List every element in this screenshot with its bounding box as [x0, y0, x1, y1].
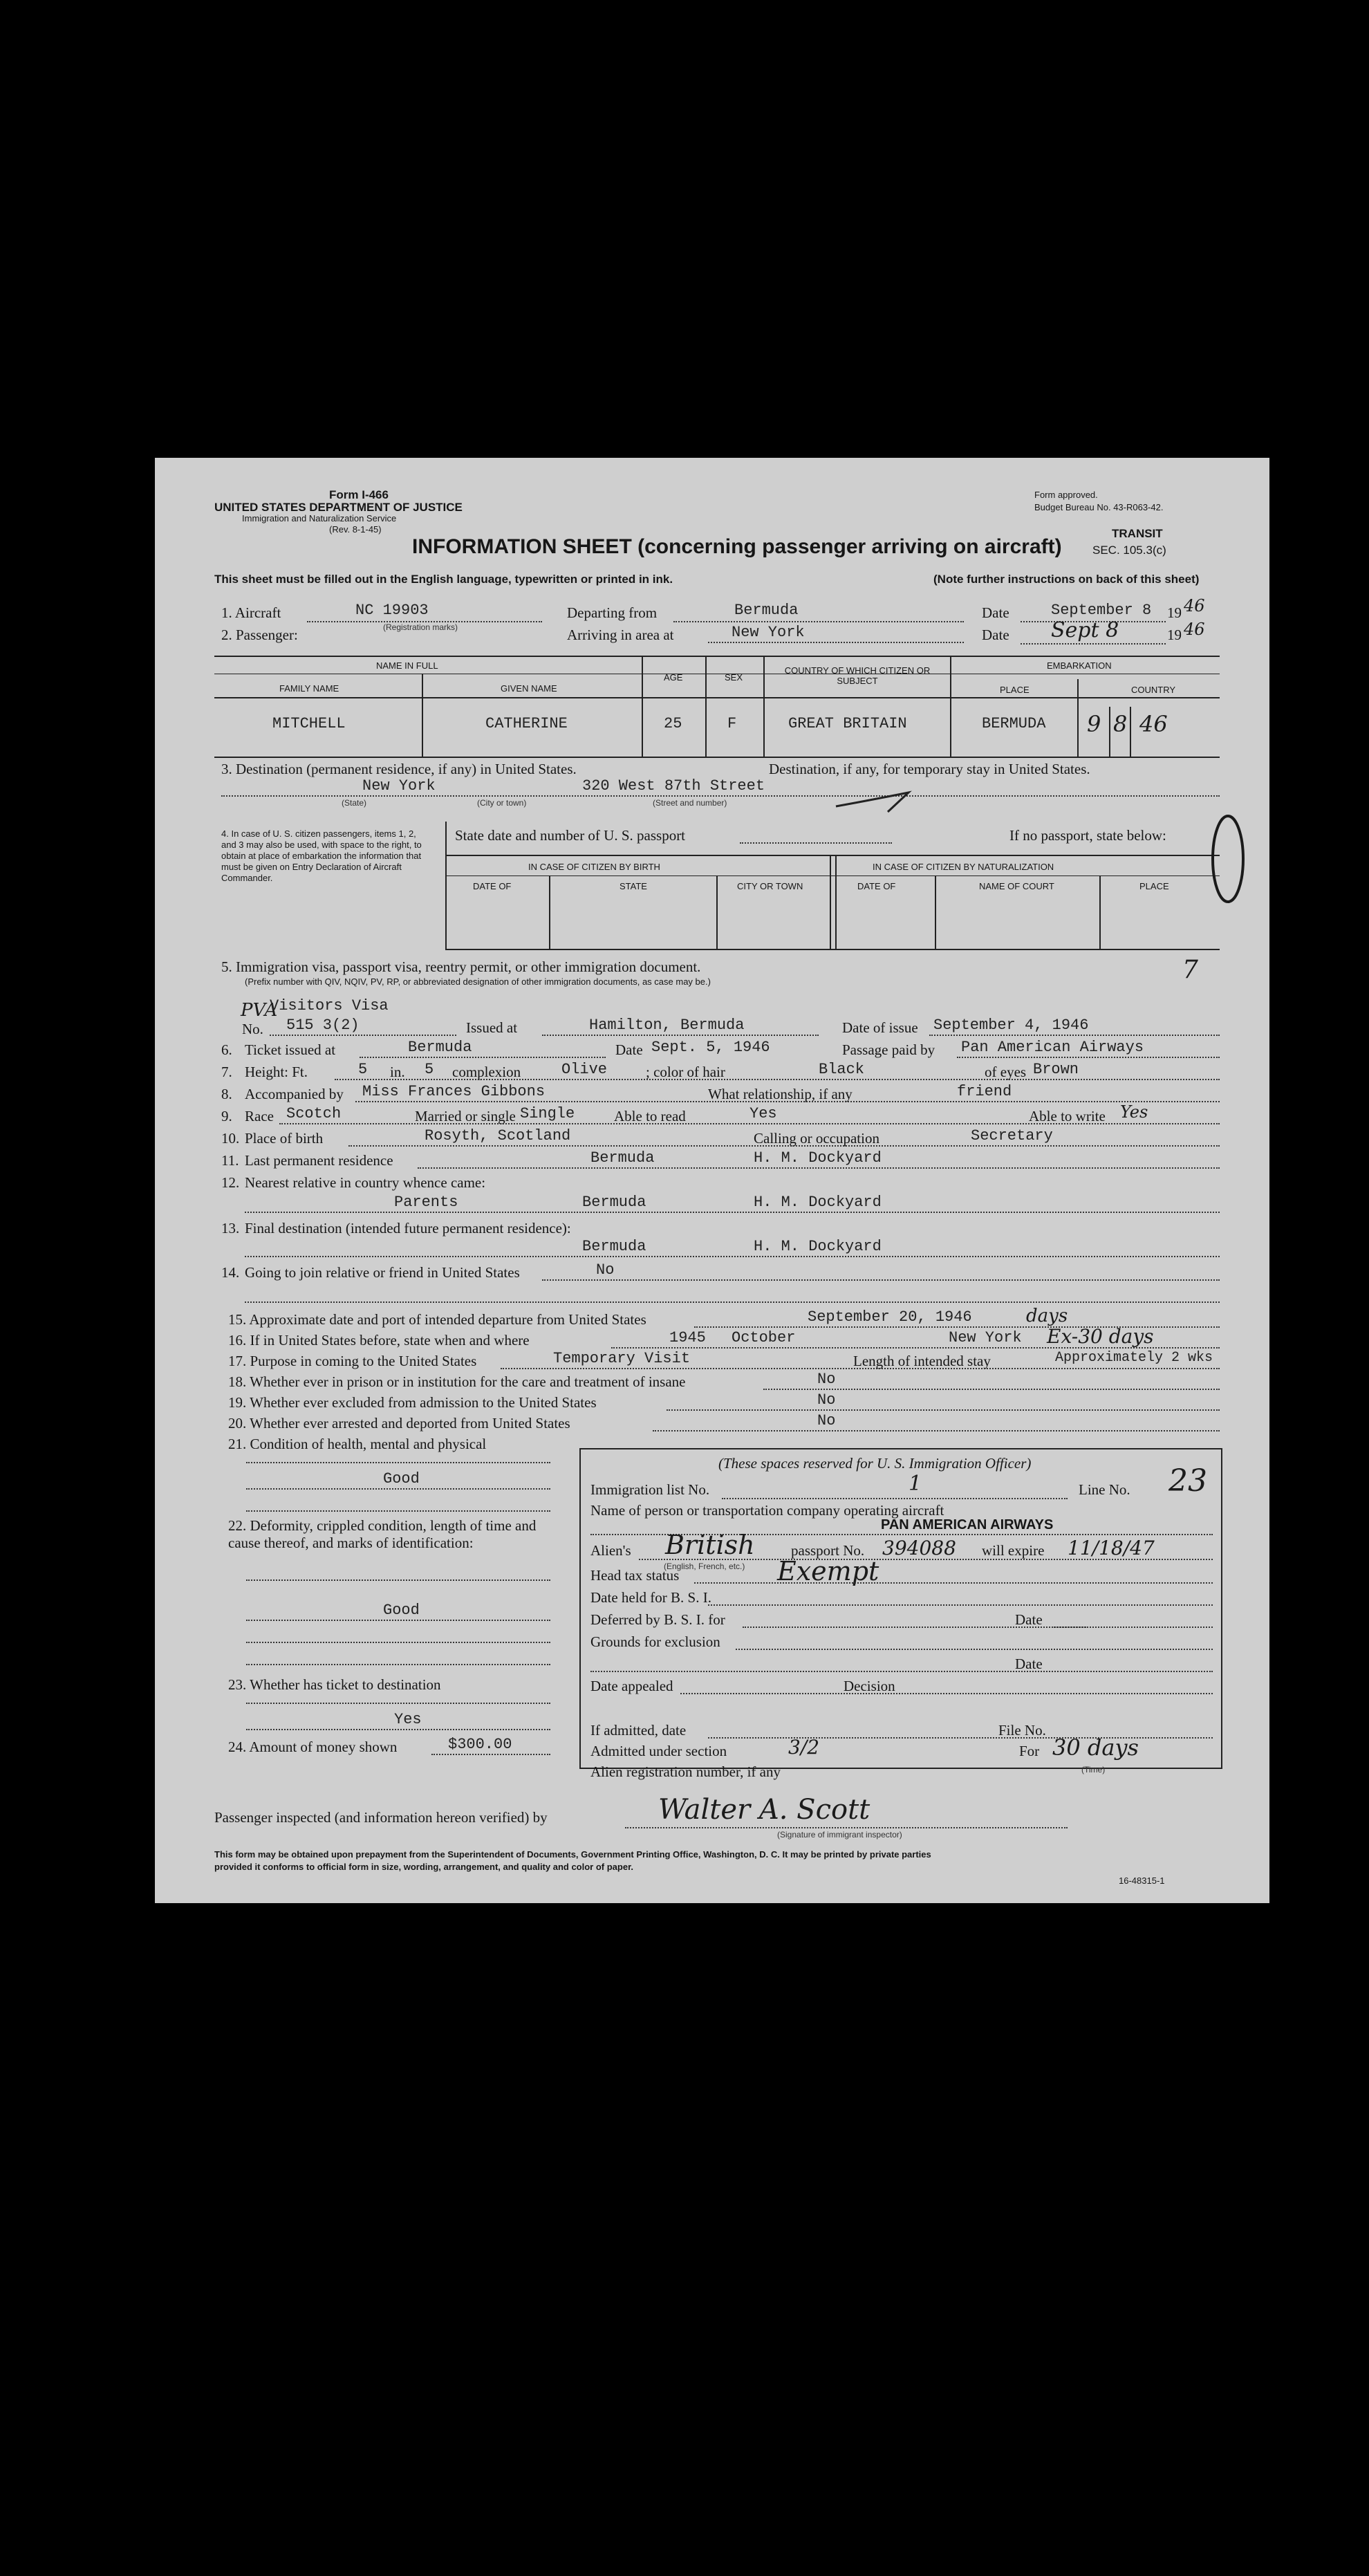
aliens-value: British [665, 1530, 755, 1560]
embarkation-place-cell: BERMUDA [982, 715, 1046, 732]
embarkation-month: 8 [1113, 711, 1128, 737]
issued-at-label: Issued at [466, 1019, 518, 1036]
admitted-section-value: 3/2 [788, 1736, 820, 1759]
citizen-by-naturalization-header: IN CASE OF CITIZEN BY NATURALIZATION [873, 862, 1054, 872]
excluded-value: No [817, 1391, 836, 1409]
ink-mark-icon [832, 787, 915, 815]
immigration-document-label: 5. Immigration visa, passport visa, reentry permit, or other immigration document. [221, 958, 701, 975]
immigration-list-value: 1 [909, 1472, 922, 1496]
previous-visit-hand: Ex-30 days [1047, 1325, 1154, 1348]
ink-zero-mark-icon [1203, 808, 1258, 911]
relationship-label: What relationship, if any [708, 1086, 853, 1102]
height-inches: 5 [425, 1061, 434, 1078]
issue-date-label: Date of issue [842, 1019, 918, 1036]
passage-paid-value: Pan American Airways [961, 1039, 1144, 1056]
relative-country: Bermuda [582, 1194, 646, 1211]
aircraft-label: 1. Aircraft [221, 604, 281, 621]
section-stamp: SEC. 105.3(c) [1092, 544, 1166, 557]
form-approved: Form approved. [1034, 490, 1098, 500]
city-caption: (City or town) [477, 798, 527, 808]
document-number-label: No. [242, 1021, 263, 1037]
margin-mark: 7 [1182, 956, 1198, 984]
inspected-label: Passenger inspected (and information hereon verified) by [214, 1809, 548, 1826]
company-label: Name of person or transportation company operating aircraft [590, 1502, 944, 1519]
head-tax-label: Head tax status [590, 1567, 680, 1584]
family-name-cell: MITCHELL [272, 715, 346, 732]
read-label: Able to read [614, 1108, 686, 1124]
last-residence-street: H. M. Dockyard [754, 1149, 882, 1167]
family-name-header: FAMILY NAME [279, 683, 339, 694]
departure-plan-hand: days [1026, 1306, 1068, 1326]
grounds-label: Grounds for exclusion [590, 1633, 720, 1650]
purpose-label: 17. Purpose in coming to the United States [228, 1353, 477, 1369]
destination-label: 3. Destination (permanent residence, if any) in United States. [221, 761, 577, 777]
expire-value: 11/18/47 [1068, 1537, 1155, 1559]
birth-date-header: DATE OF [473, 881, 512, 891]
departure-year-prefix: 19 [1167, 604, 1182, 621]
ticket-to-destination-label: 23. Whether has ticket to destination [228, 1676, 441, 1693]
final-destination-label: Final destination (intended future permanent residence): [245, 1220, 571, 1236]
line-number-label: Line No. [1079, 1481, 1130, 1498]
temporary-destination-label: Destination, if any, for temporary stay in United States. [769, 761, 1090, 777]
prison-value: No [817, 1371, 836, 1388]
ticket-value: Bermuda [408, 1039, 472, 1056]
birthplace-value: Rosyth, Scotland [425, 1127, 571, 1145]
file-no-label: File No. [998, 1722, 1046, 1739]
arrival-year-value: 46 [1184, 620, 1205, 639]
street-caption: (Street and number) [653, 798, 727, 808]
time-caption: (Time) [1081, 1765, 1106, 1775]
embarkation-year: 46 [1139, 711, 1168, 737]
aliens-label: Alien's [590, 1542, 631, 1559]
final-destination-street: H. M. Dockyard [754, 1238, 882, 1255]
age-cell: 25 [664, 715, 682, 732]
arrival-year-prefix: 19 [1167, 627, 1182, 643]
join-relative-label: Going to join relative or friend in United States [245, 1264, 520, 1281]
passport-no-value: 394088 [882, 1537, 956, 1559]
naturalization-date-header: DATE OF [857, 881, 896, 891]
inspector-signature: Walter A. Scott [658, 1794, 870, 1826]
final-destination-value: Bermuda [582, 1238, 646, 1255]
signature-caption: (Signature of immigrant inspector) [777, 1830, 902, 1840]
instructions-right: (Note further instructions on back of this sheet) [933, 573, 1200, 586]
eye-color-label: of eyes [985, 1064, 1027, 1080]
name-in-full-header: NAME IN FULL [376, 660, 438, 671]
relative-label: Nearest relative in country whence came: [245, 1174, 486, 1191]
destination-street: 320 West 87th Street [582, 777, 765, 795]
citizen-note: 4. In case of U. S. citizen passengers, items 1, 2, and 3 may also be used, with space to the right, to obtain at place of embarkation the information that must be given on Entry Declaration of Aircraft Commander. [221, 828, 422, 883]
relative-address: H. M. Dockyard [754, 1194, 882, 1211]
excluded-label: 19. Whether ever excluded from admission to the United States [228, 1394, 597, 1411]
money-value: $300.00 [448, 1736, 512, 1753]
document-hand-prefix: PVA [241, 1000, 278, 1021]
state-caption: (State) [342, 798, 367, 808]
naturalization-court-header: NAME OF COURT [979, 881, 1054, 891]
accompanied-value: Miss Frances Gibbons [362, 1083, 546, 1100]
birth-state-header: STATE [620, 881, 647, 891]
no-passport-label: If no passport, state below: [1009, 827, 1166, 844]
ticket-to-destination-value: Yes [394, 1711, 422, 1728]
birthplace-number: 10. [221, 1130, 240, 1147]
instructions-left: This sheet must be filled out in the English language, typewritten or printed in ink. [214, 573, 673, 586]
departing-label: Departing from [567, 604, 658, 621]
naturalization-place-header: PLACE [1139, 881, 1169, 891]
embarkation-country-header: COUNTRY [1131, 685, 1176, 695]
print-stamp: 16-48315-1 [1119, 1875, 1165, 1886]
deferred-label: Deferred by B. S. I. for [590, 1611, 725, 1628]
arriving-value: New York [732, 624, 805, 641]
aliens-caption: (English, French, etc.) [664, 1562, 745, 1571]
budget-bureau: Budget Bureau No. 43-R063-42. [1034, 502, 1164, 512]
write-value: Yes [1120, 1102, 1148, 1122]
deformity-value: Good [383, 1602, 420, 1619]
revision: (Rev. 8-1-45) [329, 524, 382, 535]
join-relative-number: 14. [221, 1264, 240, 1281]
transit-stamp: TRANSIT [1112, 527, 1163, 540]
accompanied-label: Accompanied by [245, 1086, 344, 1102]
aircraft-value: NC 19903 [355, 602, 429, 619]
sex-cell: F [727, 715, 737, 732]
alien-registration-label: Alien registration number, if any [590, 1763, 781, 1780]
relative-name: Parents [394, 1194, 458, 1211]
page-title: INFORMATION SHEET (concerning passenger arriving on aircraft) [412, 535, 1062, 558]
departure-date-value: September 8 [1051, 602, 1152, 619]
join-relative-value: No [596, 1261, 615, 1279]
document-number-value: 515 3(2) [286, 1017, 360, 1034]
embarkation-header: EMBARKATION [1047, 660, 1112, 671]
passenger-label: 2. Passenger: [221, 627, 298, 643]
registration-caption: (Registration marks) [383, 622, 458, 632]
departure-plan-label: 15. Approximate date and port of intended departure from United States [228, 1311, 646, 1328]
arriving-label: Arriving in area at [567, 627, 674, 643]
service: Immigration and Naturalization Service [242, 513, 397, 523]
head-tax-value: Exempt [777, 1556, 879, 1586]
place-header: PLACE [1000, 685, 1030, 695]
country-header: COUNTRY OF WHICH CITIZEN OR SUBJECT [784, 665, 931, 686]
passport-label: State date and number of U. S. passport [455, 827, 686, 844]
height-label: Height: Ft. [245, 1064, 308, 1080]
race-number: 9. [221, 1108, 232, 1124]
relative-number: 12. [221, 1174, 240, 1191]
final-destination-number: 13. [221, 1220, 240, 1236]
line-number-value: 23 [1168, 1463, 1207, 1499]
marital-label: Married or single [415, 1108, 516, 1124]
printing-notice-line2: provided it conforms to official form in size, wording, arrangement, and quality and color of paper. [214, 1862, 634, 1872]
hair-color-value: Black [819, 1061, 865, 1078]
money-label: 24. Amount of money shown [228, 1739, 398, 1755]
prison-label: 18. Whether ever in prison or in institution for the care and treatment of insane [228, 1373, 686, 1390]
race-value: Scotch [286, 1105, 342, 1122]
health-value: Good [383, 1470, 420, 1488]
eye-color-value: Brown [1033, 1061, 1079, 1078]
held-bsi-label: Date held for B. S. I. [590, 1589, 711, 1606]
stay-length-label: Length of intended stay [853, 1353, 991, 1369]
read-value: Yes [749, 1105, 777, 1122]
hair-color-label: ; color of hair [646, 1064, 725, 1080]
ticket-date-value: Sept. 5, 1946 [651, 1039, 770, 1056]
last-residence-label: Last permanent residence [245, 1152, 393, 1169]
complexion-value: Olive [561, 1061, 608, 1078]
arrival-date-value: Sept 8 [1051, 618, 1119, 642]
race-label: Race [245, 1108, 274, 1124]
deformity-label: 22. Deformity, crippled condition, length of time and cause thereof, and marks of identification: [228, 1517, 537, 1551]
country-cell: GREAT BRITAIN [788, 715, 907, 732]
occupation-value: Secretary [971, 1127, 1053, 1145]
expire-label: will expire [982, 1542, 1045, 1559]
arrival-date-label: Date [982, 627, 1009, 643]
last-residence-value: Bermuda [590, 1149, 655, 1167]
age-header: AGE [664, 672, 683, 683]
occupation-label: Calling or occupation [754, 1130, 879, 1147]
citizen-by-birth-header: IN CASE OF CITIZEN BY BIRTH [528, 862, 660, 872]
write-label: Able to write [1029, 1108, 1106, 1124]
department: UNITED STATES DEPARTMENT OF JUSTICE [214, 501, 463, 514]
last-residence-number: 11. [221, 1152, 239, 1169]
relationship-value: friend [957, 1083, 1012, 1100]
given-name-cell: CATHERINE [485, 715, 568, 732]
destination-city: New York [362, 777, 436, 795]
height-feet: 5 [358, 1061, 368, 1078]
ticket-date-label: Date [615, 1041, 643, 1058]
purpose-value: Temporary Visit [553, 1350, 691, 1367]
form-sheet [155, 458, 1269, 1903]
issue-date-value: September 4, 1946 [933, 1017, 1089, 1034]
departure-date-label: Date [982, 604, 1009, 621]
ticket-label: Ticket issued at [245, 1041, 336, 1058]
departure-year-value: 46 [1184, 596, 1205, 615]
health-label: 21. Condition of health, mental and physical [228, 1436, 487, 1452]
issued-at-value: Hamilton, Bermuda [589, 1017, 745, 1034]
given-name-header: GIVEN NAME [501, 683, 557, 694]
birthplace-label: Place of birth [245, 1130, 324, 1147]
complexion-label: complexion [452, 1064, 521, 1080]
sex-header: SEX [725, 672, 743, 683]
stay-length-value: Approximately 2 wks [1055, 1350, 1213, 1366]
company-value: PAN AMERICAN AIRWAYS [881, 1517, 1054, 1532]
form-number: Form I-466 [329, 488, 389, 501]
height-number: 7. [221, 1064, 232, 1080]
immigration-document-sub: (Prefix number with QIV, NQIV, PV, RP, or abbreviated designation of other immigration documents, as case may be.) [245, 976, 711, 987]
admitted-section-label: Admitted under section [590, 1743, 727, 1759]
embarkation-day: 9 [1087, 711, 1101, 737]
decision-label: Decision [844, 1678, 895, 1694]
for-label: For [1019, 1743, 1040, 1759]
deported-label: 20. Whether ever arrested and deported from United States [228, 1415, 570, 1431]
height-inches-label: in. [390, 1064, 405, 1080]
printing-notice-line1: This form may be obtained upon prepayment from the Superintendent of Documents, Government Printing Office, Washington, D. C. It may be printed by private parties [214, 1849, 931, 1860]
admitted-date-label: If admitted, date [590, 1722, 687, 1739]
document-type: Visitors Visa [270, 997, 389, 1014]
previous-visit-year: 1945 [669, 1329, 706, 1346]
deferred-date-label: Date [1015, 1611, 1043, 1628]
officer-box-title: (These spaces reserved for U. S. Immigration Officer) [718, 1455, 1032, 1472]
appealed-label: Date appealed [590, 1678, 673, 1694]
for-value: 30 days [1052, 1734, 1139, 1761]
birth-city-header: CITY OR TOWN [737, 881, 803, 891]
departure-plan-value: September 20, 1946 [808, 1308, 972, 1326]
previous-visit-place: New York [949, 1329, 1022, 1346]
immigration-list-label: Immigration list No. [590, 1481, 710, 1498]
passport-no-label: passport No. [791, 1542, 865, 1559]
accompanied-number: 8. [221, 1086, 232, 1102]
previous-visit-month: October [732, 1329, 796, 1346]
departing-value: Bermuda [734, 602, 799, 619]
marital-value: Single [520, 1105, 575, 1122]
grounds-date-label: Date [1015, 1656, 1043, 1672]
previous-visit-label: 16. If in United States before, state when and where [228, 1332, 530, 1349]
deported-value: No [817, 1412, 836, 1429]
passage-paid-label: Passage paid by [842, 1041, 935, 1058]
ticket-number: 6. [221, 1041, 232, 1058]
